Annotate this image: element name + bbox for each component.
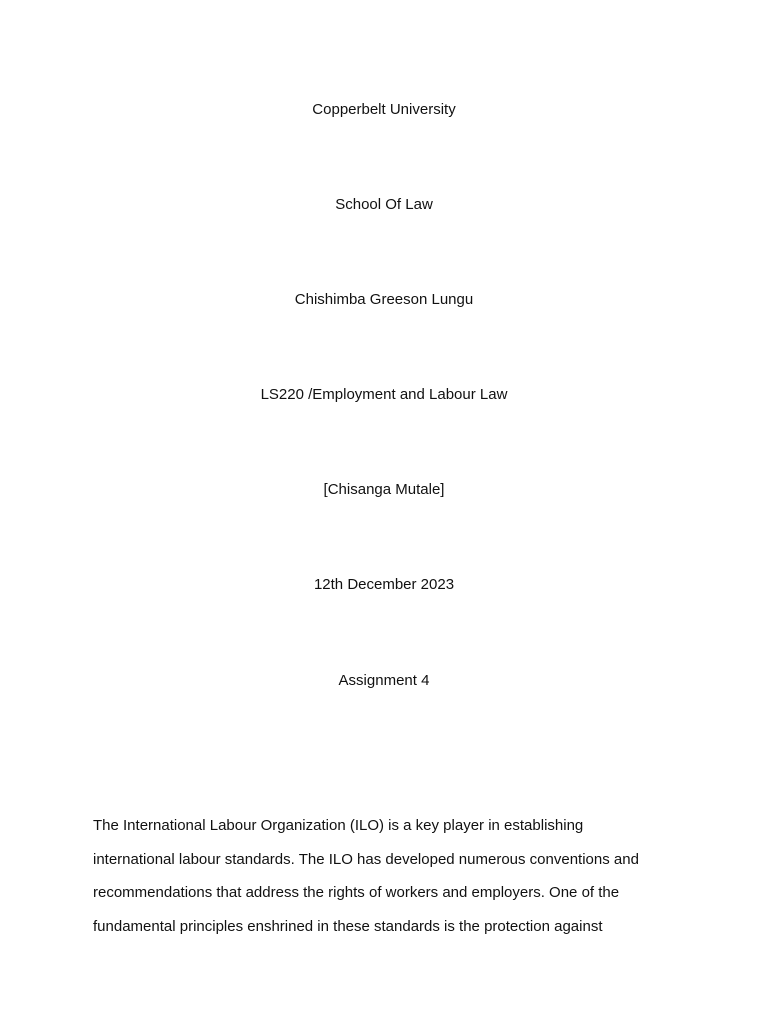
body-line: recommendations that address the rights of workers and employers. One of the <box>93 884 620 902</box>
university-name: Copperbelt University <box>312 101 456 118</box>
course-title: LS220 /Employment and Labour Law <box>260 386 508 403</box>
assignment-title: Assignment 4 <box>338 672 430 689</box>
submission-date: 12th December 2023 <box>313 576 455 593</box>
body-line: The International Labour Organization (ILO) is a key player in establishing <box>93 817 584 834</box>
body-paragraph <box>93 815 683 950</box>
body-line: fundamental principles enshrined in these standards is the protection against <box>93 918 603 936</box>
body-line: international labour standards. The ILO has developed numerous conventions and <box>93 850 639 868</box>
student-name: Chishimba Greeson Lungu <box>294 291 474 308</box>
lecturer-name: [Chisanga Mutale] <box>323 481 445 498</box>
school-name: School Of Law <box>335 196 433 213</box>
